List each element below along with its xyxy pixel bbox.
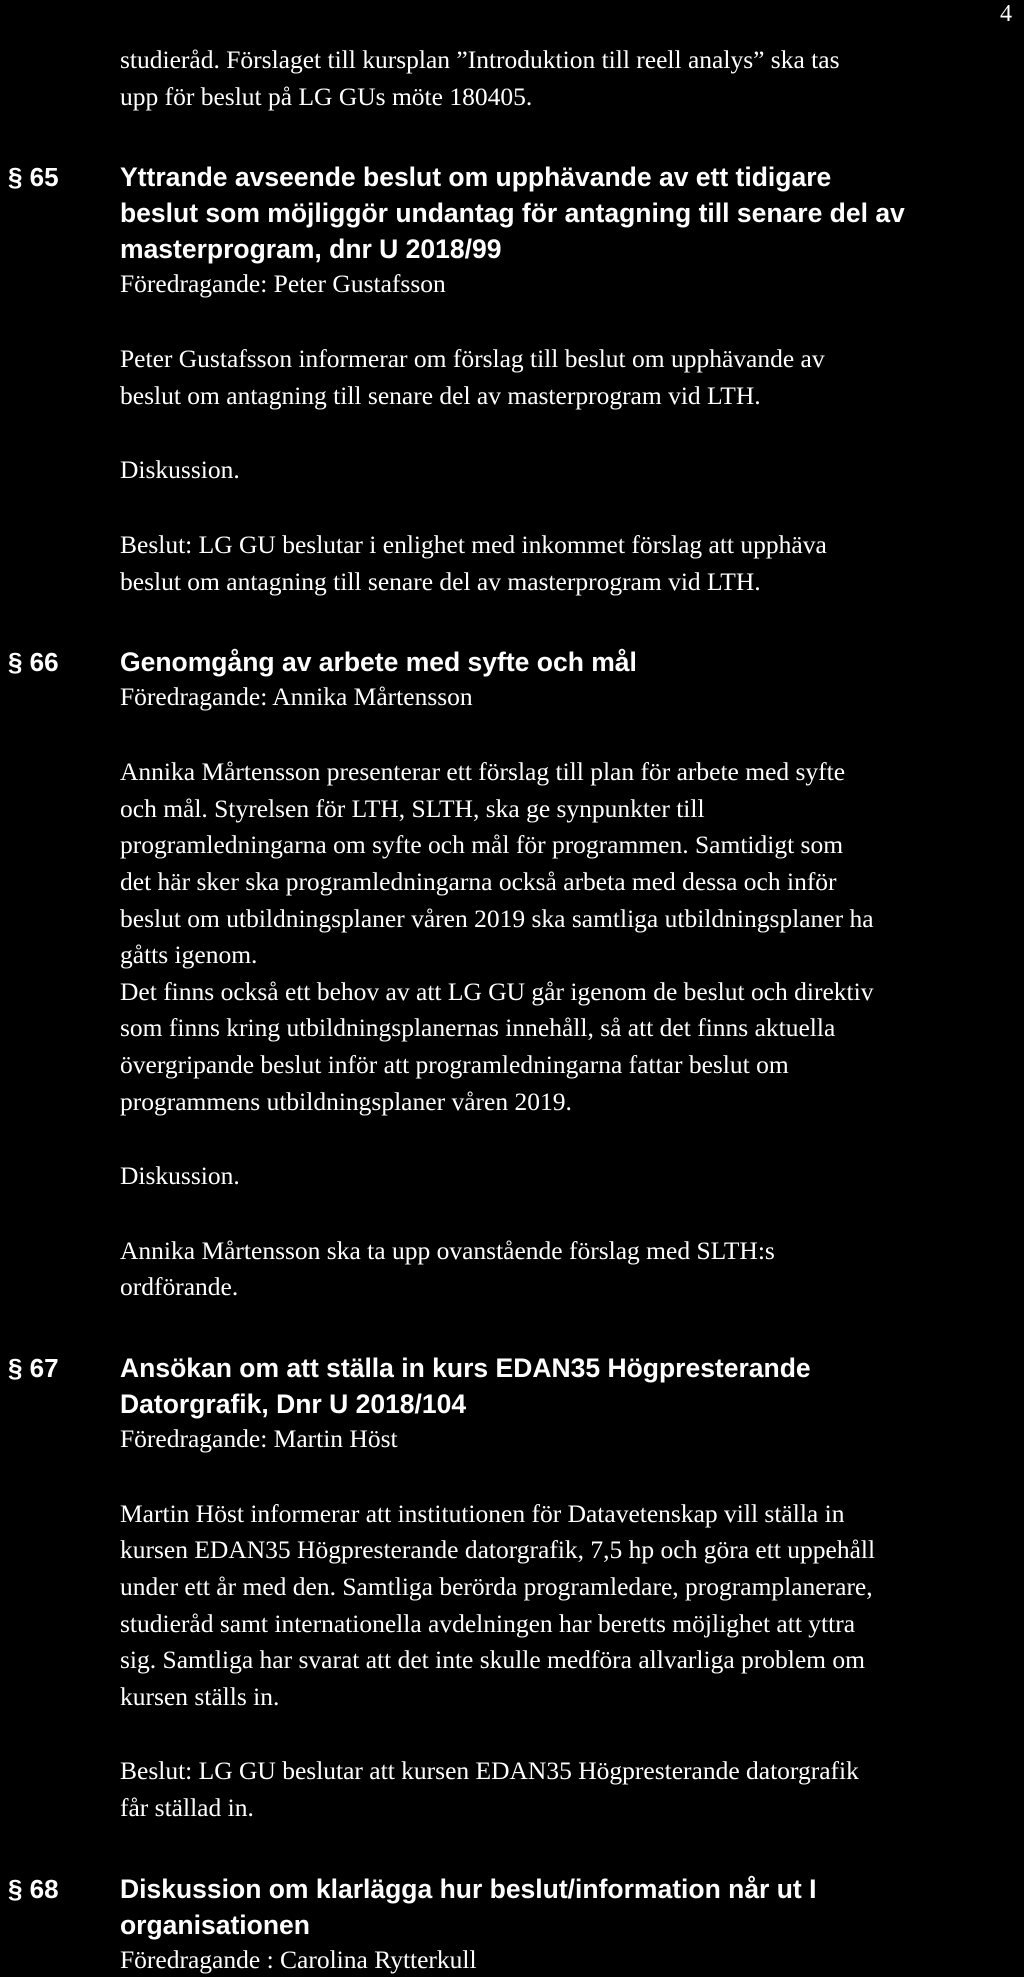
text-line: Det finns också ett behov av att LG GU går igenom de beslut och direktiv xyxy=(120,976,874,1006)
heading-line: Ansökan om att ställa in kurs EDAN35 Högpresterande xyxy=(120,1352,811,1383)
heading-line: Diskussion om klarlägga hur beslut/information når ut I xyxy=(120,1873,817,1904)
text-line: Annika Mårtensson ska ta upp ovanstående förslag med SLTH:s xyxy=(120,1235,775,1265)
text-line: som finns kring utbildningsplanernas innehåll, så att det finns aktuella xyxy=(120,1013,836,1043)
paragraph xyxy=(120,527,1020,600)
section-number: § 66 xyxy=(8,647,59,678)
text-line: beslut om antagning till senare del av masterprogram vid LTH. xyxy=(120,380,761,410)
section-heading xyxy=(120,159,1020,267)
text-line: upp för beslut på LG GUs möte 180405. xyxy=(120,81,533,111)
paragraph xyxy=(120,1496,1020,1716)
text-line: Diskussion. xyxy=(120,455,240,485)
text-line: studieråd samt internationella avdelningen har beretts möjlighet att yttra xyxy=(120,1608,856,1638)
text-line: beslut om antagning till senare del av masterprogram vid LTH. xyxy=(120,566,761,596)
text-line: kursen ställs in. xyxy=(120,1681,280,1711)
paragraph xyxy=(120,452,1020,489)
text-line: programledningarna om syfte och mål för programmen. Samtidigt som xyxy=(120,830,844,860)
heading-line: organisationen xyxy=(120,1909,310,1940)
intro-paragraph xyxy=(120,42,1020,115)
text-line: Annika Mårtensson presenterar ett förslag till plan för arbete med syfte xyxy=(120,757,846,787)
text-line: kursen EDAN35 Högpresterande datorgrafik, 7,5 hp och göra ett uppehåll xyxy=(120,1535,876,1565)
paragraph xyxy=(120,754,1020,1120)
text-line: Beslut: LG GU beslutar att kursen EDAN35 Högpresterande datorgrafik xyxy=(120,1756,859,1786)
presenter: Föredragande: Martin Höst xyxy=(120,1423,398,1453)
paragraph xyxy=(120,341,1020,414)
document-body xyxy=(8,42,1020,1977)
section-67 xyxy=(8,1350,1020,1827)
text-line: studieråd. Förslaget till kursplan ”Introduktion till reell analys” ska tas xyxy=(120,45,840,74)
text-line: Peter Gustafsson informerar om förslag till beslut om upphävande av xyxy=(120,344,825,374)
text-line: Beslut: LG GU beslutar i enlighet med inkommet förslag att upphäva xyxy=(120,529,827,559)
heading-line: masterprogram, dnr U 2018/99 xyxy=(120,234,502,265)
presenter: Föredragande : Carolina Rytterkull xyxy=(120,1944,477,1974)
text-line: sig. Samtliga har svarat att det inte skulle medföra allvarliga problem om xyxy=(120,1645,865,1675)
section-68 xyxy=(8,1871,1020,1977)
section-number: § 68 xyxy=(8,1873,59,1904)
text-line: beslut om utbildningsplaner våren 2019 ska samtliga utbildningsplaner ha xyxy=(120,903,874,933)
heading-line: Datorgrafik, Dnr U 2018/104 xyxy=(120,1388,467,1419)
paragraph xyxy=(120,1233,1020,1306)
section-65 xyxy=(8,159,1020,600)
paragraph xyxy=(120,1753,1020,1826)
text-line: under ett år med den. Samtliga berörda programledare, programplanerare, xyxy=(120,1572,873,1602)
text-line: och mål. Styrelsen för LTH, SLTH, ska ge synpunkter till xyxy=(120,793,705,823)
section-66 xyxy=(8,644,1020,1306)
text-line: Martin Höst informerar att institutionen för Datavetenskap vill ställa in xyxy=(120,1498,845,1528)
page-number: 4 xyxy=(1000,1,1012,27)
text-line: gåtts igenom. xyxy=(120,940,258,970)
presenter: Föredragande: Peter Gustafsson xyxy=(120,269,446,299)
text-line: ordförande. xyxy=(120,1272,239,1302)
section-heading xyxy=(120,1350,1020,1422)
text-line: övergripande beslut inför att programledningarna fattar beslut om xyxy=(120,1049,789,1079)
text-line: får ställad in. xyxy=(120,1793,254,1823)
section-number: § 67 xyxy=(8,1352,59,1383)
text-line: det här sker ska programledningarna också arbeta med dessa och inför xyxy=(120,866,837,896)
section-heading xyxy=(120,1871,1020,1943)
paragraph xyxy=(120,1158,1020,1195)
text-line: programmens utbildningsplaner våren 2019. xyxy=(120,1086,572,1116)
heading-line: Yttrande avseende beslut om upphävande av ett tidigare xyxy=(120,162,832,193)
heading-line: beslut som möjliggör undantag för antagning till senare del av xyxy=(120,198,905,229)
text-line: Diskussion. xyxy=(120,1161,240,1191)
section-heading xyxy=(120,644,1020,680)
heading-line: Genomgång av arbete med syfte och mål xyxy=(120,647,637,678)
presenter: Föredragande: Annika Mårtensson xyxy=(120,682,473,712)
section-number: § 65 xyxy=(8,162,59,193)
